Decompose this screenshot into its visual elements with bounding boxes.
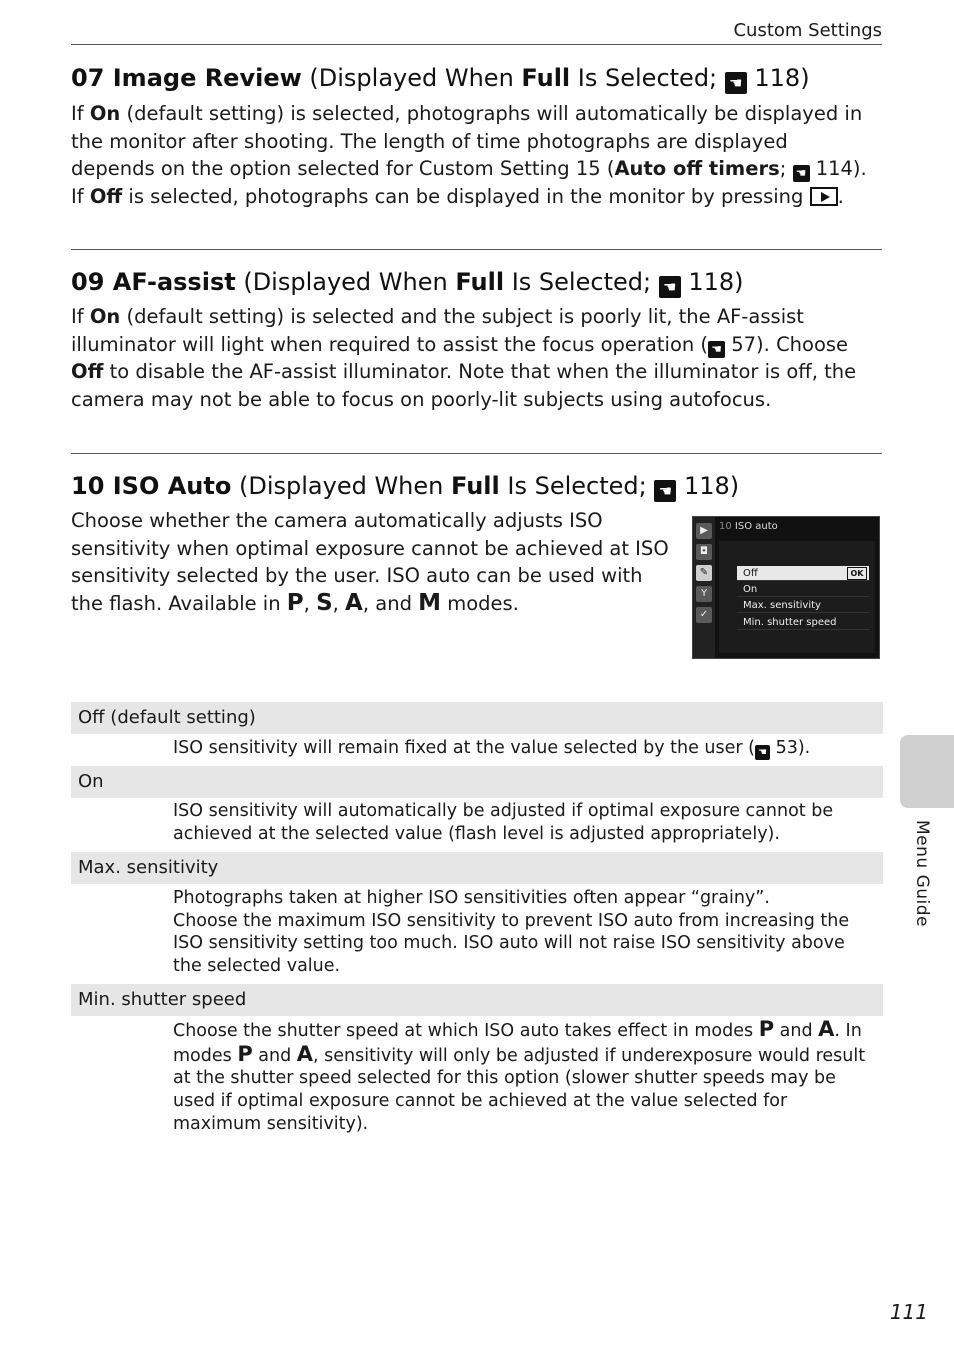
screen-option-on: On [737,582,869,597]
mode-p-icon: P [237,1041,253,1066]
bold-text: Off [89,184,123,208]
ok-button-icon: OK [847,567,867,580]
page-ref-icon: ☚ [725,72,747,94]
text: . [837,184,844,208]
text: and [774,1021,819,1041]
section-af-assist-heading [71,268,744,298]
title-page: 118) [746,64,810,92]
page-ref-icon: ☚ [793,165,810,182]
section-title [71,268,744,298]
section-rule [71,249,882,250]
body-paragraph [71,303,882,413]
option-desc-on: ISO sensitivity will automatically be adjusted if optimal exposure cannot be achieved at the selected value (flash level is adjusted appropriately). [173,801,834,844]
text: Choose whether the camera automatically adjusts ISO sensitivity when optimal exposure cannot be achieved at ISO sensitivity selected by the user. ISO auto can be used with the flash. Available in [71,509,669,615]
mode-p-icon: P [758,1017,775,1041]
bold-text: Off [71,360,104,383]
playback-button-icon [810,187,838,206]
retouch-menu-icon: ✓ [696,607,712,623]
screen-title-number: 10 [719,521,732,532]
bold-text: On [89,102,121,125]
section-title [71,472,739,502]
title-post: Is Selected; [504,268,659,296]
screen-option-off [737,566,869,581]
option-header-on: On [71,766,883,798]
screen-title-text: ISO auto [734,521,778,532]
body-paragraph [71,507,676,617]
text: 53). [770,738,811,758]
title-pre: (Displayed When [301,64,522,92]
running-head: Custom Settings [733,20,882,41]
mode-a-icon: A [345,589,363,616]
option-desc-min-shutter [173,1018,878,1136]
text: . In modes [173,1021,862,1066]
option-desc-max-sensitivity [173,887,878,978]
text: , and [362,591,419,615]
screen-option-list [719,541,875,653]
text: is selected, photographs can be displayed in the monitor by pressing [122,184,810,208]
text: ; [779,157,793,180]
screen-title [719,521,778,532]
option-label: Off [743,568,758,579]
side-tab-label: Menu Guide [912,820,932,927]
mode-s-icon: S [316,589,333,616]
mode-m-icon: M [418,589,442,616]
text: and [252,1045,297,1066]
text: If [71,305,90,328]
text: 57). Choose [725,332,849,356]
title-bold: 07 Image Review [71,64,302,92]
title-post: Is Selected; [570,64,725,92]
custom-settings-pencil-icon: ✎ [696,565,712,581]
section-af-assist-body [71,303,882,413]
setup-menu-wrench-icon: Y [696,586,712,602]
page-ref-icon: ☚ [654,480,676,502]
title-full: Full [451,472,500,500]
option-header-min-shutter: Min. shutter speed [71,984,883,1016]
option-header-off: Off (default setting) [71,702,883,734]
text: Photographs taken at higher ISO sensitivities often appear “grainy”. [173,888,770,908]
text: , [303,591,317,615]
option-header-max-sensitivity: Max. sensitivity [71,852,883,884]
title-full: Full [521,64,571,92]
screen-option-max-sensitivity: Max. sensitivity [737,598,869,613]
section-iso-auto-heading [71,472,739,502]
screen-option-min-shutter: Min. shutter speed [737,615,869,630]
bold-text: On [89,305,121,328]
shooting-menu-icon: ◘ [696,544,712,560]
title-bold: 09 AF-assist [71,268,236,296]
playback-menu-icon: ▶ [696,523,712,539]
camera-menu-screenshot [692,516,880,659]
section-image-review-heading [71,64,810,94]
header-rule [71,44,882,45]
title-page: 118) [676,472,740,500]
page-ref-icon: ☚ [755,745,770,760]
text: 114). If [71,157,867,208]
text: , sensitivity will only be adjusted if underexposure would result at the shutter speed selected for this option (slower shutter speeds may be used if optimal exposure cannot be achieved at the value selected for maximum sensitivity). [173,1045,866,1134]
text: , [332,591,346,615]
title-pre: (Displayed When [235,268,456,296]
section-rule [71,453,882,454]
option-desc-off [173,737,878,760]
text: modes. [441,591,519,615]
section-title [71,64,810,94]
page-number: 111 [889,1300,928,1324]
bold-text: Auto off timers [614,157,780,180]
mode-p-icon: P [286,589,304,616]
text: If [71,102,90,125]
mode-a-icon: A [296,1041,314,1066]
text: to disable the AF-assist illuminator. Note that when the illuminator is off, the camera may not be able to focus on poorly-lit subjects using autofocus. [71,360,857,411]
title-post: Is Selected; [499,472,655,500]
section-iso-auto-body [71,507,676,617]
mode-a-icon: A [818,1017,835,1041]
text: ISO sensitivity will remain fixed at the value selected by the user ( [173,738,755,758]
text: (default setting) is selected and the subject is poorly lit, the AF-assist illuminator will light when required to assist the focus operation ( [71,305,804,356]
body-paragraph [71,100,871,210]
side-tab-marker [900,735,954,808]
text: Choose the shutter speed at which ISO auto takes effect in modes [173,1021,759,1041]
title-pre: (Displayed When [231,472,451,500]
text: (default setting) is selected, photographs will automatically be displayed in the monitor after shooting. The length of time photographs are displayed depends on the option selected for Custom Setting 15 ( [71,102,863,180]
title-bold: 10 ISO Auto [71,472,232,500]
title-page: 118) [680,268,744,296]
page-ref-icon: ☚ [659,276,681,298]
menu-tab-column [693,517,715,658]
text: Choose the maximum ISO sensitivity to prevent ISO auto from increasing the ISO sensitivity setting too much. ISO auto will not raise ISO sensitivity above the selected value. [173,910,850,977]
section-image-review-body [71,100,871,210]
page-ref-icon: ☚ [708,341,725,358]
title-full: Full [455,268,505,296]
